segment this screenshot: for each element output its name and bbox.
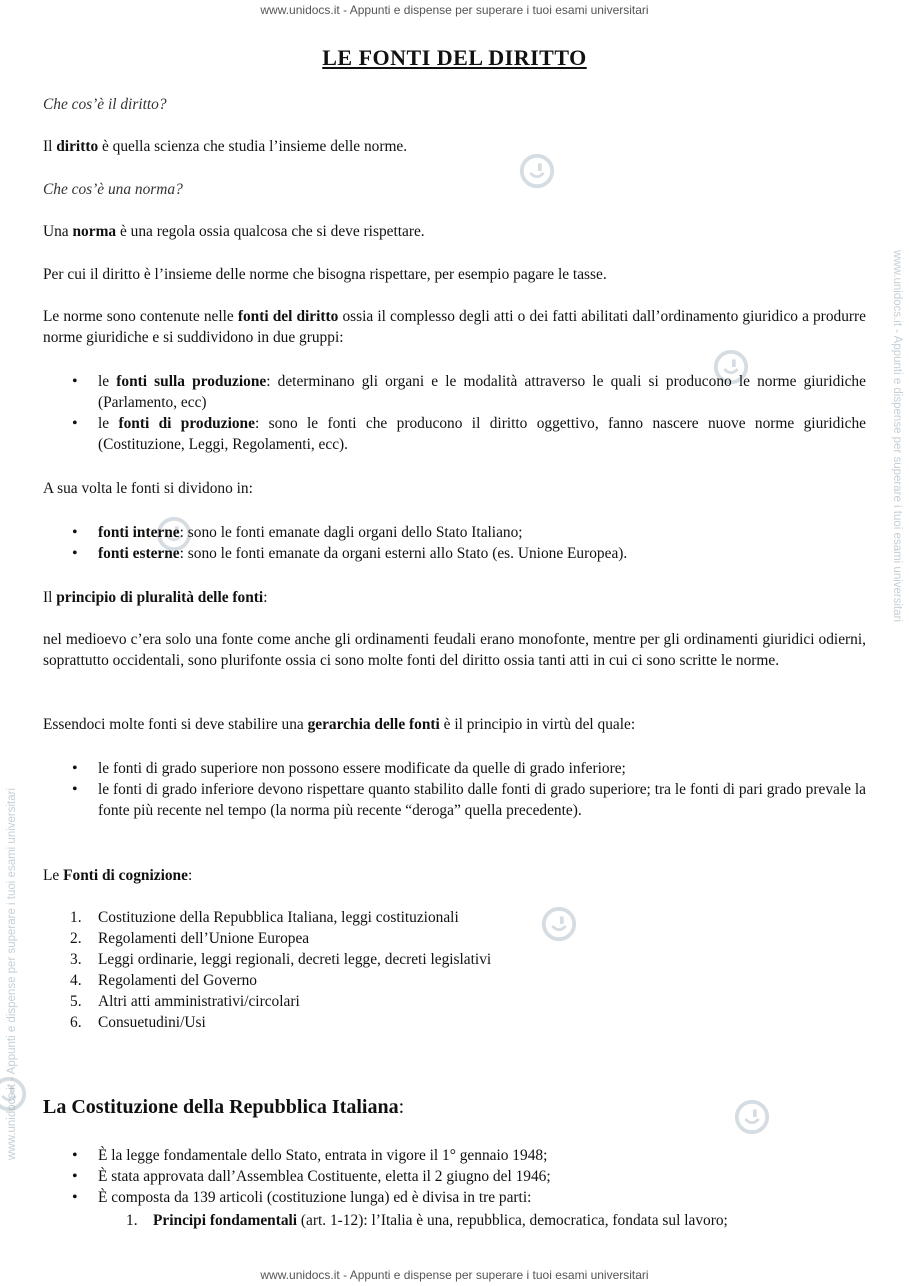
- footer-watermark-text: www.unidocs.it - Appunti e dispense per superare i tuoi esami universitari: [260, 1268, 649, 1282]
- text: Regolamenti del Governo: [98, 972, 257, 989]
- text: è il principio in virtù del quale:: [439, 716, 636, 733]
- text: è una regola ossia qualcosa che si deve rispettare.: [116, 223, 425, 240]
- paragraph-norma: [43, 221, 866, 242]
- bold-term: fonti interne: [98, 524, 180, 541]
- list-parti-costituzione: [43, 1210, 866, 1231]
- list-item: [43, 991, 866, 1012]
- text: : sono le fonti emanate da organi esterni allo Stato (es. Unione Europea).: [179, 545, 628, 562]
- text: :: [187, 867, 193, 884]
- paragraph-diritto: [43, 136, 866, 157]
- list-item: [43, 413, 866, 455]
- list-item: • È la legge fondamentale dello Stato, entrata in vigore il 1° gennaio 1948;: [43, 1145, 866, 1166]
- list-item: [43, 522, 866, 543]
- list-gruppi-fonti: [43, 371, 866, 455]
- item-number: 4.: [70, 972, 82, 989]
- question-diritto: Che cos’è il diritto?: [43, 96, 167, 113]
- text: Le: [43, 867, 64, 884]
- text: : sono le fonti emanate dagli organi dello Stato Italiano;: [179, 524, 523, 541]
- list-item: [43, 1012, 866, 1033]
- item-number: 3.: [70, 951, 82, 968]
- item-number: 1.: [126, 1212, 138, 1229]
- list-item: [43, 928, 866, 949]
- text: le: [98, 373, 117, 390]
- text: Il: [43, 138, 57, 155]
- list-fonti-interne-esterne: [43, 522, 866, 564]
- paragraph-cognizione: [43, 865, 866, 886]
- question-norma: Che cos’è una norma?: [43, 181, 183, 198]
- section-heading-costituzione: [43, 1097, 404, 1118]
- text: Il: [43, 589, 57, 606]
- text: Costituzione della Repubblica Italiana, leggi costituzionali: [98, 909, 459, 926]
- bold-term: gerarchia delle fonti: [307, 716, 440, 733]
- text: La Costituzione della Repubblica Italiana: [43, 1096, 399, 1118]
- page-title: LE FONTI DEL DIRITTO: [322, 45, 587, 70]
- text: : sono le fonti che producono il diritto oggettivo, fanno nascere nuove norme giuridiche (Costituzione, Leggi, Regolamenti, ecc).: [98, 415, 866, 453]
- bold-term: principio di pluralità delle fonti: [56, 589, 264, 606]
- list-item: [43, 543, 866, 564]
- text: Consuetudini/Usi: [98, 1014, 206, 1031]
- footer-watermark: [0, 1268, 909, 1282]
- list-item: [43, 1210, 866, 1231]
- bold-term: Principi fondamentali: [153, 1212, 298, 1229]
- paragraph-fonti: [43, 306, 866, 348]
- side-watermark-right: www.unidocs.it - Appunti e dispense per superare i tuoi esami universitari: [891, 250, 903, 623]
- text: Leggi ordinarie, leggi regionali, decreti legge, decreti legislativi: [98, 951, 492, 968]
- item-number: 5.: [70, 993, 82, 1010]
- item-number: 2.: [70, 930, 82, 947]
- paragraph-pluralita: [43, 587, 866, 608]
- paragraph-medioevo: nel medioevo c’era solo una fonte come anche gli ordinamenti feudali erano monofonte, mentre per gli ordinamenti giuridici odierni, soprattutto occidentali, sono plurifonte ossia ci sono molte fonti del diritto ossia tanti atti in cui ci sono scritte le norme.: [43, 631, 866, 669]
- list-item: [43, 949, 866, 970]
- item-number: 6.: [70, 1014, 82, 1031]
- unidocs-logo-watermark-icon: [0, 1075, 28, 1113]
- list-item: • È composta da 139 articoli (costituzione lunga) ed è divisa in tre parti:: [43, 1187, 866, 1208]
- header-watermark: [0, 3, 909, 17]
- list-item: [43, 907, 866, 928]
- text: Altri atti amministrativi/circolari: [98, 993, 300, 1010]
- bold-term: Fonti di cognizione: [63, 867, 188, 884]
- text: Essendoci molte fonti si deve stabilire una: [43, 716, 308, 733]
- item-number: 1.: [70, 909, 82, 926]
- text: :: [263, 589, 268, 606]
- text: : determinano gli organi e le modalità attraverso le quali si producono le norme giuridiche (Parlamento, ecc): [98, 373, 866, 411]
- list-costituzione: [43, 1145, 866, 1208]
- bold-term: norma: [72, 223, 117, 240]
- text: Le norme sono contenute nelle: [43, 308, 238, 325]
- text: Una: [43, 223, 73, 240]
- text: (art. 1-12): l’Italia è una, repubblica, democratica, fondata sul lavoro;: [297, 1212, 728, 1229]
- list-item: • È stata approvata dall’Assemblea Costituente, eletta il 2 giugno del 1946;: [43, 1166, 866, 1187]
- list-gerarchia: [43, 758, 866, 821]
- paragraph-gerarchia: [43, 714, 866, 735]
- paragraph-divisione: A sua volta le fonti si dividono in:: [43, 480, 253, 497]
- list-item: [43, 371, 866, 413]
- text: Regolamenti dell’Unione Europea: [98, 930, 310, 947]
- text: ossia il complesso degli atti o dei fatti abilitati dall’ordinamento giuridico a produrre norme giuridiche e si suddividono in due gruppi:: [43, 308, 866, 346]
- side-watermark-left: www.unidocs.it - Appunti e dispense per superare i tuoi esami universitari: [6, 787, 18, 1160]
- paragraph-insieme-norme: Per cui il diritto è l’insieme delle norme che bisogna rispettare, per esempio pagare le tasse.: [43, 266, 607, 283]
- list-item: [43, 970, 866, 991]
- bold-term: fonti sulla produzione: [116, 373, 267, 390]
- text: le: [98, 415, 119, 432]
- list-item: • le fonti di grado inferiore devono rispettare quanto stabilito dalle fonti di grado superiore; tra le fonti di pari grado prevale la fonte più recente nel tempo (la norma più recente “deroga” quella precedente).: [43, 779, 866, 821]
- bold-term: diritto: [56, 138, 99, 155]
- unidocs-logo-watermark-icon: [733, 1098, 771, 1136]
- bold-term: fonti esterne: [98, 545, 180, 562]
- header-watermark-text: www.unidocs.it - Appunti e dispense per superare i tuoi esami universitari: [260, 3, 649, 17]
- text: :: [398, 1096, 405, 1118]
- bold-term: fonti di produzione: [118, 415, 255, 432]
- list-item: • le fonti di grado superiore non possono essere modificate da quelle di grado inferiore;: [43, 758, 866, 779]
- list-fonti-cognizione: [43, 907, 866, 1033]
- text: è quella scienza che studia l’insieme delle norme.: [98, 138, 408, 155]
- bold-term: fonti del diritto: [237, 308, 339, 325]
